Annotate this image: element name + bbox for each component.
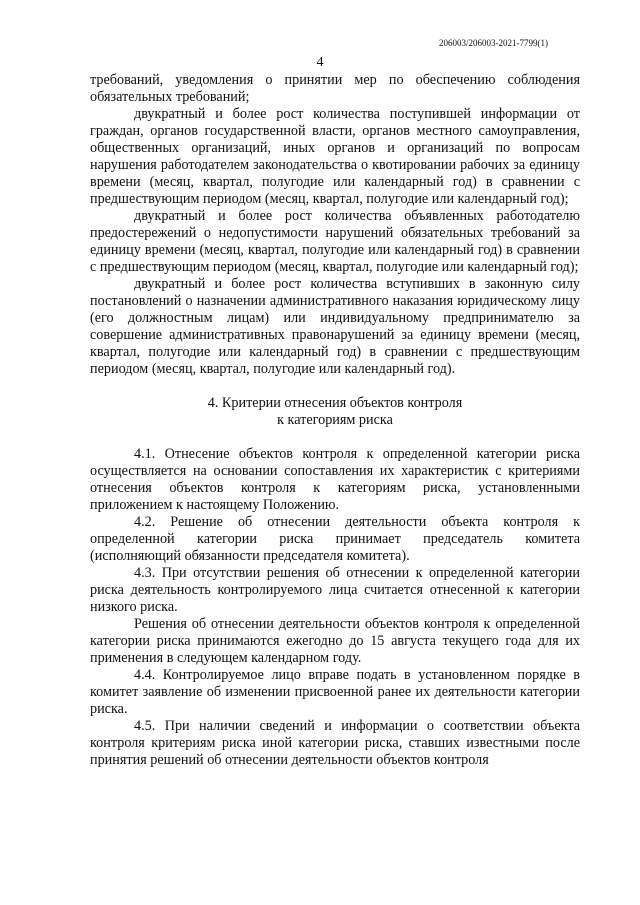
paragraph: двукратный и более рост количества вступивших в законную силу постановлений о назначении административного наказания юридическому лицу (его должностным лицам) или индивидуальному предпринимателю за совершение административных правонарушений за единицу времени (месяц, квартал, полугодие или календарный год) в сравнении с предшествующим периодом (месяц, квартал, полугодие или календарный год).: [90, 276, 580, 377]
paragraph: 4.2. Решение об отнесении деятельности объекта контроля к определенной категории риска принимает председатель комитета (исполняющий обязанности председателя комитета).: [90, 514, 580, 564]
paragraph: 4.4. Контролируемое лицо вправе подать в установленном порядке в комитет заявление об изменении присвоенной ранее их деятельности категории риска.: [90, 667, 580, 717]
document-body: [90, 72, 580, 769]
paragraph: 4.5. При наличии сведений и информации о соответствии объекта контроля критериям риска иной категории риска, ставших известными после принятия решений об отнесении деятельности объектов контроля: [90, 718, 580, 768]
paragraph: двукратный и более рост количества поступившей информации от граждан, органов государственной власти, органов местного самоуправления, общественных организаций, иных органов и организаций по вопросам нарушения работодателем законодательства о квотировании рабочих за единицу времени (месяц, квартал, полугодие или календарный год) в сравнении с предшествующим периодом (месяц, квартал, полугодие или календарный год);: [90, 106, 580, 207]
document-id: 206003/206003-2021-7799(1): [439, 38, 548, 48]
section-heading-line: 4. Критерии отнесения объектов контроля: [207, 395, 463, 411]
paragraph: 4.3. При отсутствии решения об отнесении к определенной категории риска деятельность контролируемого лица считается отнесенной к категории низкого риска.: [90, 565, 580, 615]
paragraph: 4.1. Отнесение объектов контроля к определенной категории риска осуществляется на основании сопоставления их характеристик с критериями отнесения объектов контроля к категориям риска, установленными приложением к настоящему Положению.: [90, 446, 580, 513]
section-heading-line: к категориям риска: [277, 412, 393, 428]
paragraph: Решения об отнесении деятельности объектов контроля к определенной категории риска принимаются ежегодно до 15 августа текущего года для их применения в следующем календарном году.: [90, 616, 580, 666]
section-heading: [90, 395, 580, 429]
page-number: 4: [316, 55, 324, 70]
paragraph: требований, уведомления о принятии мер по обеспечению соблюдения обязательных требований;: [90, 72, 580, 105]
paragraph: двукратный и более рост количества объявленных работодателю предостережений о недопустимости нарушений обязательных требований за единицу времени (месяц, квартал, полугодие или календарный год) в сравнении с предшествующим периодом (месяц, квартал, полугодие или календарный год);: [90, 208, 580, 275]
